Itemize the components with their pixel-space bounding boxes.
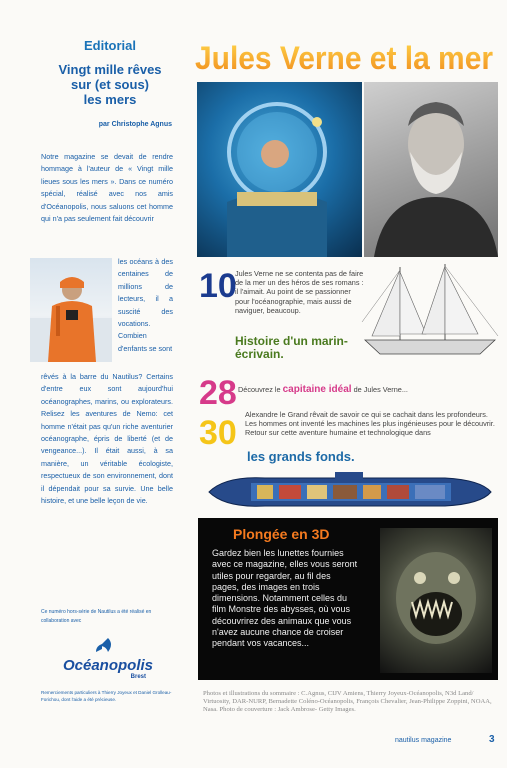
editorial-author: par Christophe Agnus [98,121,172,128]
logo-subtext: Brest [130,674,146,680]
photo-credits: Photos et illustrations du sommaire : C.Agnus, CIJV Amiens, Thierry Joyeux-Océanopolis, N3d Land/ Virtuosity, DAR-NURP, Bernadette Coléno-Océanopolis, François Chevalier, Jean-Philippe Zoppini, NOAA, Nasa. Photo de couverture : Jack Ambrose- Getty Images. [203,690,492,713]
article-summary-text: Découvrez le [238,385,283,394]
article-number: 10 [199,267,237,305]
diver-photo [197,82,362,257]
explorer-photo [30,258,112,362]
page-number: 3 [489,734,495,745]
logo-text: Océanopolis [62,657,154,674]
article-summary: Alexandre le Grand rêvait de savoir ce qui se cachait dans les profondeurs. Les hommes ont inventé les machines les plus ingénieuses pour le découvrir. Retour sur cette aventure humaine et technologique dans [245,410,495,438]
editorial-label: Editorial [83,38,136,53]
article-summary-text: de Jules Verne... [351,385,408,394]
article-heading[interactable]: les grands fonds. [247,449,355,464]
article-summary [238,385,498,394]
page-title-text: Jules Verne et la mer [195,40,493,76]
box-title: Plongée en 3D [233,526,330,542]
footer-magazine-name: nautilus magazine [395,737,452,744]
article-number: 30 [199,414,237,452]
schooner-drawing [360,262,500,362]
editorial-title [40,62,180,107]
article-number: 28 [199,374,237,412]
article-heading[interactable]: Histoire d'un marin-écrivain. [235,334,348,361]
box-text: Gardez bien les lunettes fournies avec ce magazine, elles vous seront utiles pour regarder, au fil des pages, des images en trois dimensions. Notamment celles du film Monstre des abysses, où vous découvrirez des animaux que vous n'avez aucune chance de croiser pendant vos vacances... [212,548,358,649]
nautilus-cutaway-illustration [205,470,495,514]
jules-verne-portrait [364,82,498,257]
collaboration-note: Ce numéro hors-série de Nautilus a été réalisé en collaboration avec [41,609,152,624]
deep-sea-fish-photo [380,528,492,673]
thanks-note: Remerciements particuliers à Thierry Joyeux et Daniel Grolleau-Forichou, dont l'aide a été précieuse. [41,690,172,703]
article-summary: Jules Verne ne se contenta pas de faire de la mer un des héros de ses romans : il l'aimait. Au point de se passionner pour l'océanographie, mais aussi de naviguer, beaucoup. [235,269,364,315]
oceanopolis-logo [58,636,158,682]
editorial-paragraph: rêvés à la barre du Nautilus? Certains d'entre eux sont aujourd'hui océanographes, marins, ou explorateurs. Relisez les aventures de Nemo: cet homme n'était pas qu'un riche aventurier océanographe, épris de liberté (et de vengeance...). Il était aussi, à sa manière, un véritable écologiste, respectueux de son environnement, dont il dépendait pour sa survie. Une belle histoire, et une belle leçon de vie. [41,372,173,506]
editorial-title-line: Vingt mille rêves [58,62,162,77]
editorial-paragraph: Notre magazine se devait de rendre hommage à l'auteur de « Vingt mille lieues sous les mers ». Dans ce numéro spécial, réalisé avec nos amis d'Océanopolis, nous saluons cet homme qui n'a pas seulement fait découvrir [41,152,173,224]
editorial-title-line: sur (et sous) [70,77,149,92]
article-highlight[interactable]: capitaine idéal [282,384,352,395]
editorial-title-line: les mers [83,92,137,107]
editorial-paragraph-wrap: les océans à des centaines de millions de lecteurs, il a suscité des vocations. Combien d'enfants se sont [118,257,173,353]
page-title [193,38,496,78]
